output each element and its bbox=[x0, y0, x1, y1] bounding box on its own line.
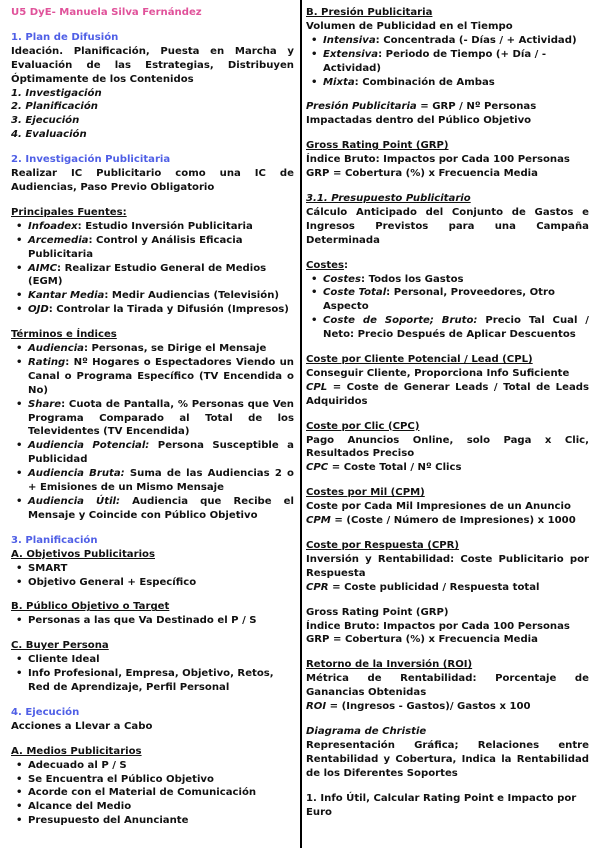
right-column bbox=[306, 6, 589, 819]
investigacion-heading: 2. Investigación Publicitaria bbox=[11, 154, 171, 166]
grp-heading: Gross Rating Point (GRP) bbox=[306, 140, 449, 152]
christie-heading: Diagrama de Christie bbox=[306, 725, 427, 737]
terminos-heading: Términos e Índices bbox=[11, 329, 117, 341]
grp-formula: GRP = Cobertura (%) x Frecuencia Media bbox=[306, 168, 538, 180]
list-item: • Infoadex: Estudio Inversión Publicitaria bbox=[28, 220, 294, 234]
grp-definition: Índice Bruto: Impactos por Cada 100 Personas bbox=[306, 154, 570, 166]
buyer-heading: C. Buyer Persona bbox=[11, 640, 109, 652]
list-item: • Coste de Soporte; Bruto: Precio Tal Cual / Neto: Precio Después de Aplicar Descuentos bbox=[323, 314, 589, 342]
cpm-heading: Costes por Mil (CPM) bbox=[306, 487, 425, 499]
cpr-formula: CPR = Coste publicidad / Respuesta total bbox=[306, 581, 540, 593]
christie-intro: Representación Gráfica; Relaciones entre Rentabilidad y Cobertura, Indica la Rentabilidad de los Diferentes Soportes bbox=[306, 739, 589, 779]
list-item: • Presupuesto del Anunciante bbox=[28, 814, 294, 828]
medios-heading: A. Medios Publicitarios bbox=[11, 745, 142, 757]
list-item: • Objetivo General + Específico bbox=[28, 576, 294, 590]
cpl-intro: Conseguir Cliente, Proporciona Info Suficiente bbox=[306, 367, 570, 379]
publico-list bbox=[11, 614, 294, 628]
plan-step: 3. Ejecución bbox=[11, 115, 80, 127]
presupuesto-heading: 3.1. Presupuesto Publicitario bbox=[306, 192, 471, 204]
presion-intro: Volumen de Publicidad en el Tiempo bbox=[306, 20, 513, 32]
fuentes-heading: Principales Fuentes: bbox=[11, 206, 127, 218]
buyer-list bbox=[11, 653, 294, 695]
left-column bbox=[11, 6, 294, 828]
list-item: • Audiencia Útil: Audiencia que Recibe el Mensaje y Coincide con Público Objetivo bbox=[28, 495, 294, 523]
presion-formula: Presión Publicitaria = GRP / Nº Personas Impactadas dentro del Público Objetivo bbox=[306, 101, 537, 127]
list-item: • Intensiva: Concentrada (- Días / + Actividad) bbox=[323, 34, 589, 48]
list-item: • OJD: Controlar la Tirada y Difusión (Impresos) bbox=[28, 303, 294, 317]
list-item: • Audiencia Potencial: Persona Susceptible a Publicidad bbox=[28, 439, 294, 467]
cpl-formula: CPL = Coste de Generar Leads / Total de Leads Adquiridos bbox=[306, 381, 589, 407]
ejecucion-intro: Acciones a Llevar a Cabo bbox=[11, 720, 153, 732]
presupuesto-intro: Cálculo Anticipado del Conjunto de Gastos e Ingresos Previstos para una Campaña Determinada bbox=[306, 206, 589, 246]
list-item: • Audiencia: Personas, se Dirige el Mensaje bbox=[28, 342, 294, 356]
planificacion-heading: 3. Planificación bbox=[11, 534, 98, 546]
plan-intro: Ideación. Planificación, Puesta en Marcha y Evaluación de las Estrategias, Distribuyen Óptimamente de los Contenidos bbox=[11, 45, 294, 85]
fuentes-list bbox=[11, 220, 294, 317]
publico-heading: B. Público Objetivo o Target bbox=[11, 601, 170, 613]
presion-list bbox=[306, 34, 589, 90]
list-item: • Rating: Nº Hogares o Espectadores Viendo un Canal o Programa Específico (TV Encendida o No) bbox=[28, 356, 294, 398]
list-item: • Info Profesional, Empresa, Objetivo, Retos, Red de Aprendizaje, Perfil Personal bbox=[28, 667, 294, 695]
list-item: • Audiencia Bruta: Suma de las Audiencias 2 o + Emisiones de un Mismo Mensaje bbox=[28, 467, 294, 495]
list-item: • Cliente Ideal bbox=[28, 653, 294, 667]
ejecucion-heading: 4. Ejecución bbox=[11, 706, 80, 718]
cpc-heading: Coste por Clic (CPC) bbox=[306, 420, 420, 432]
costes-heading: Costes: bbox=[306, 259, 349, 271]
objetivos-heading: A. Objetivos Publicitarios bbox=[11, 548, 155, 560]
cpl-heading: Coste por Cliente Potencial / Lead (CPL) bbox=[306, 354, 533, 366]
plan-heading: 1. Plan de Difusión bbox=[11, 31, 119, 43]
column-divider bbox=[300, 0, 302, 848]
cpr-intro: Inversión y Rentabilidad: Coste Publicitario por Respuesta bbox=[306, 553, 589, 579]
list-item: • Se Encuentra el Público Objetivo bbox=[28, 773, 294, 787]
info-note: 1. Info Útil, Calcular Rating Point e Impacto por Euro bbox=[306, 792, 577, 818]
objetivos-list bbox=[11, 562, 294, 590]
list-item: • Acorde con el Material de Comunicación bbox=[28, 786, 294, 800]
roi-intro: Métrica de Rentabilidad: Porcentaje de Ganancias Obtenidas bbox=[306, 673, 589, 699]
document-title: U5 DyE- Manuela Silva Fernández bbox=[11, 7, 202, 18]
list-item: • Alcance del Medio bbox=[28, 800, 294, 814]
costes-list bbox=[306, 273, 589, 343]
investigacion-intro: Realizar IC Publicitario como una IC de Audiencias, Paso Previo Obligatorio bbox=[11, 168, 294, 193]
list-item: • SMART bbox=[28, 562, 294, 576]
roi-formula: ROI = (Ingresos - Gastos)/ Gastos x 100 bbox=[306, 701, 531, 713]
list-item: • Arcemedia: Control y Análisis Eficacia Publicitaria bbox=[28, 234, 294, 262]
medios-list bbox=[11, 759, 294, 829]
cpm-intro: Coste por Cada Mil Impresiones de un Anuncio bbox=[306, 501, 571, 513]
cpr-heading: Coste por Respuesta (CPR) bbox=[306, 540, 460, 551]
cpm-formula: CPM = (Coste / Número de Impresiones) x 1000 bbox=[306, 515, 576, 527]
list-item: • Kantar Media: Medir Audiencias (Televisión) bbox=[28, 289, 294, 303]
plan-step: 1. Investigación bbox=[11, 87, 102, 99]
list-item: • Personas a las que Va Destinado el P / S bbox=[28, 614, 294, 628]
list-item: • Share: Cuota de Pantalla, % Personas que Ven Programa Comparado al Total de los Televidentes (TV Encendida) bbox=[28, 398, 294, 440]
list-item: • Extensiva: Periodo de Tiempo (+ Día / - Actividad) bbox=[323, 48, 589, 76]
grp-formula-2: GRP = Cobertura (%) x Frecuencia Media bbox=[306, 634, 538, 646]
list-item: • Adecuado al P / S bbox=[28, 759, 294, 773]
plan-step: 4. Evaluación bbox=[11, 129, 87, 141]
list-item: • Coste Total: Personal, Proveedores, Otro Aspecto bbox=[323, 286, 589, 314]
cpc-formula: CPC = Coste Total / Nº Clics bbox=[306, 462, 462, 474]
list-item: • Costes: Todos los Gastos bbox=[323, 273, 589, 287]
grp-definition-2: Índice Bruto: Impactos por Cada 100 Personas bbox=[306, 620, 570, 632]
plan-step: 2. Planificación bbox=[11, 101, 98, 113]
presion-heading: B. Presión Publicitaria bbox=[306, 7, 433, 18]
list-item: • Mixta: Combinación de Ambas bbox=[323, 76, 589, 90]
list-item: • AIMC: Realizar Estudio General de Medios (EGM) bbox=[28, 262, 294, 290]
cpc-intro: Pago Anuncios Online, solo Paga x Clic, Resultados Preciso bbox=[306, 434, 589, 460]
roi-heading: Retorno de la Inversión (ROI) bbox=[306, 659, 473, 671]
grp-heading-2: Gross Rating Point (GRP) bbox=[306, 606, 449, 618]
terminos-list bbox=[11, 342, 294, 523]
